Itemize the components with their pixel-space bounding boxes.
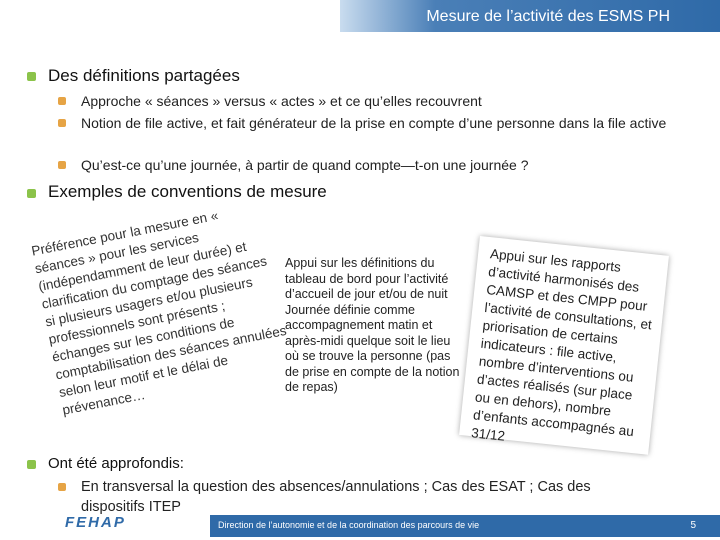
bullet-icon [27,460,36,469]
bullet-icon [27,72,36,81]
slide-header [0,0,720,32]
bullet-icon [27,189,36,198]
section-title-definitions: Des définitions partagées [48,66,240,85]
slide-title: Mesure de l’activité des ESMS PH [426,8,670,25]
rotated-text-seances: Préférence pour la mesure en « séances » pour les services (indépendamment de leur durée) et clarification du comptage des séances si plusieurs usagers et/ou plusieurs professionnels sont présents ; échanges sur les conditions de comptabilisation des séances annulées selon leur motif et le délai de prévenance… [30,207,288,418]
list-item: Qu’est-ce qu’une journée, à partir de quand compte—t-on une journée ? [81,157,529,173]
note-text-camsp: Appui sur les rapports d’activité harmonisés des CAMSP et des CMPP pour l’activité de consultations, et priorisation de certains indicateurs : file active, nombre d’interventions ou d’actes réalisés (sur place ou en dehors), nombre d’enfants accompagnés au 31/12 [470,246,653,444]
list-item: En transversal la question des absences/annulations ; Cas des ESAT ; Cas des dispositifs ITEP [81,479,591,515]
page-number: 5 [690,520,696,531]
section-title-conventions: Exemples de conventions de mesure [48,182,327,201]
bullet-icon [58,119,66,127]
footer-text: Direction de l’autonomie et de la coordination des parcours de vie [218,520,480,530]
section3-title-colon: : [179,455,184,472]
bullet-icon [58,483,66,491]
section-title-approfondis [48,455,184,472]
fehap-logo: FEHAP [65,514,126,531]
bullet-icon [58,97,66,105]
list-item: Notion de file active, et fait générateur de la prise en compte d’une personne dans la file active [81,115,667,131]
list-item: Approche « séances » versus « actes » et ce qu’elles recouvrent [81,93,482,109]
text-accueil-de-jour: Appui sur les définitions du tableau de bord pour l’activité d’accueil de jour et/ou de nuit Journée définie comme accompagnement matin et après-midi quelque soit le lieu où se trouve la personne (pas de prise en compte de la notion de repas) [285,256,460,394]
section3-title-text: Ont été approfondis [48,455,180,472]
sticky-note [459,236,669,455]
bullet-icon [58,161,66,169]
